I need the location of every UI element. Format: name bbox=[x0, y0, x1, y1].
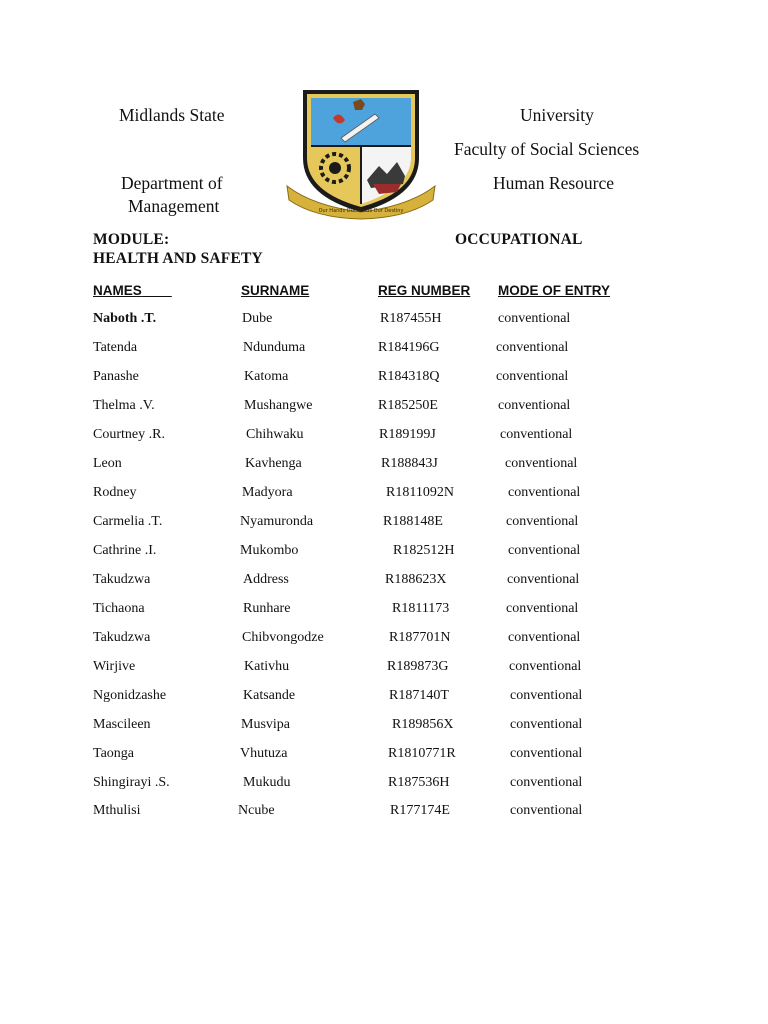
module-title-part1: OCCUPATIONAL bbox=[455, 231, 583, 248]
student-reg-number: R1811173 bbox=[392, 601, 450, 616]
student-mode-of-entry: conventional bbox=[506, 601, 579, 616]
student-name: Ngonidzashe bbox=[93, 688, 167, 703]
student-surname: Address bbox=[243, 572, 289, 587]
student-reg-number: R1810771R bbox=[388, 746, 456, 761]
department-subject: Human Resource bbox=[493, 173, 615, 193]
student-name: Taonga bbox=[93, 746, 135, 761]
student-reg-number: R182512H bbox=[393, 543, 455, 558]
student-reg-number: R189873G bbox=[387, 659, 449, 674]
student-surname: Runhare bbox=[243, 601, 291, 616]
student-reg-number: R187536H bbox=[388, 775, 450, 790]
student-surname: Madyora bbox=[242, 485, 293, 500]
student-reg-number: R187701N bbox=[389, 630, 451, 645]
student-mode-of-entry: conventional bbox=[505, 456, 578, 471]
student-name: Tichaona bbox=[93, 601, 145, 616]
student-name: Takudzwa bbox=[93, 572, 151, 587]
student-reg-number: R188623X bbox=[385, 572, 447, 587]
student-name: Leon bbox=[93, 456, 122, 471]
student-surname: Dube bbox=[242, 311, 273, 326]
module-title-part2: HEALTH AND SAFETY bbox=[93, 250, 263, 267]
student-surname: Chihwaku bbox=[246, 427, 304, 442]
student-surname: Vhutuza bbox=[240, 746, 288, 761]
student-surname: Mukudu bbox=[243, 775, 291, 790]
student-surname: Ndunduma bbox=[243, 340, 306, 355]
student-mode-of-entry: conventional bbox=[496, 369, 569, 384]
student-name: Takudzwa bbox=[93, 630, 151, 645]
student-mode-of-entry: conventional bbox=[508, 485, 581, 500]
student-reg-number: R189856X bbox=[392, 717, 454, 732]
student-surname: Kativhu bbox=[244, 659, 290, 674]
student-name: Thelma .V. bbox=[93, 398, 155, 413]
department-name: Department of bbox=[121, 173, 223, 193]
student-name: Naboth .T. bbox=[93, 311, 157, 326]
student-reg-number: R187455H bbox=[380, 311, 442, 326]
column-header-surname: SURNAME bbox=[241, 283, 310, 298]
student-surname: Mukombo bbox=[240, 543, 299, 558]
crest-motto: Our Hands Our Minds Our Destiny bbox=[318, 208, 404, 214]
student-name: Mascileen bbox=[93, 717, 151, 732]
student-mode-of-entry: conventional bbox=[498, 311, 571, 326]
student-reg-number: R187140T bbox=[389, 688, 449, 703]
student-mode-of-entry: conventional bbox=[508, 630, 581, 645]
student-mode-of-entry: conventional bbox=[500, 427, 573, 442]
university-name-left: Midlands State bbox=[119, 105, 225, 125]
student-mode-of-entry: conventional bbox=[506, 514, 579, 529]
student-mode-of-entry: conventional bbox=[510, 803, 583, 818]
student-reg-number: R188148E bbox=[383, 514, 443, 529]
student-surname: Ncube bbox=[238, 803, 275, 818]
column-header-names: NAMES bbox=[93, 283, 142, 298]
student-surname: Musvipa bbox=[241, 717, 290, 732]
student-name: Courtney .R. bbox=[93, 427, 165, 442]
column-header-reg-number: REG NUMBER bbox=[378, 283, 471, 298]
student-name: Carmelia .T. bbox=[93, 514, 163, 529]
student-surname: Kavhenga bbox=[245, 456, 302, 471]
student-mode-of-entry: conventional bbox=[510, 775, 583, 790]
student-name: Mthulisi bbox=[93, 803, 141, 818]
student-reg-number: R177174E bbox=[390, 803, 450, 818]
student-reg-number: R189199J bbox=[379, 427, 436, 442]
student-mode-of-entry: conventional bbox=[498, 398, 571, 413]
student-surname: Chibvongodze bbox=[242, 630, 324, 645]
faculty-name: Faculty of Social Sciences bbox=[454, 139, 640, 159]
student-surname: Mushangwe bbox=[244, 398, 313, 413]
student-mode-of-entry: conventional bbox=[510, 688, 583, 703]
student-name: Tatenda bbox=[93, 340, 138, 355]
student-name: Cathrine .I. bbox=[93, 543, 157, 558]
student-reg-number: R184318Q bbox=[378, 369, 440, 384]
university-crest-logo bbox=[283, 88, 439, 220]
student-name: Shingirayi .S. bbox=[93, 775, 170, 790]
student-reg-number: R1811092N bbox=[386, 485, 454, 500]
student-name: Panashe bbox=[93, 369, 139, 384]
student-mode-of-entry: conventional bbox=[496, 340, 569, 355]
student-mode-of-entry: conventional bbox=[509, 659, 582, 674]
student-mode-of-entry: conventional bbox=[508, 543, 581, 558]
student-surname: Nyamuronda bbox=[240, 514, 314, 529]
university-name-right: University bbox=[520, 105, 594, 125]
student-name: Rodney bbox=[93, 485, 137, 500]
student-mode-of-entry: conventional bbox=[507, 572, 580, 587]
student-surname: Katoma bbox=[244, 369, 289, 384]
student-mode-of-entry: conventional bbox=[510, 717, 583, 732]
module-label: MODULE: bbox=[93, 231, 170, 248]
student-mode-of-entry: conventional bbox=[510, 746, 583, 761]
student-name: Wirjive bbox=[93, 659, 136, 674]
column-header-mode-of-entry: MODE OF ENTRY bbox=[498, 283, 611, 298]
student-reg-number: R188843J bbox=[381, 456, 438, 471]
student-surname: Katsande bbox=[243, 688, 296, 703]
student-reg-number: R185250E bbox=[378, 398, 438, 413]
student-reg-number: R184196G bbox=[378, 340, 440, 355]
department-name-continued: Management bbox=[128, 196, 220, 216]
